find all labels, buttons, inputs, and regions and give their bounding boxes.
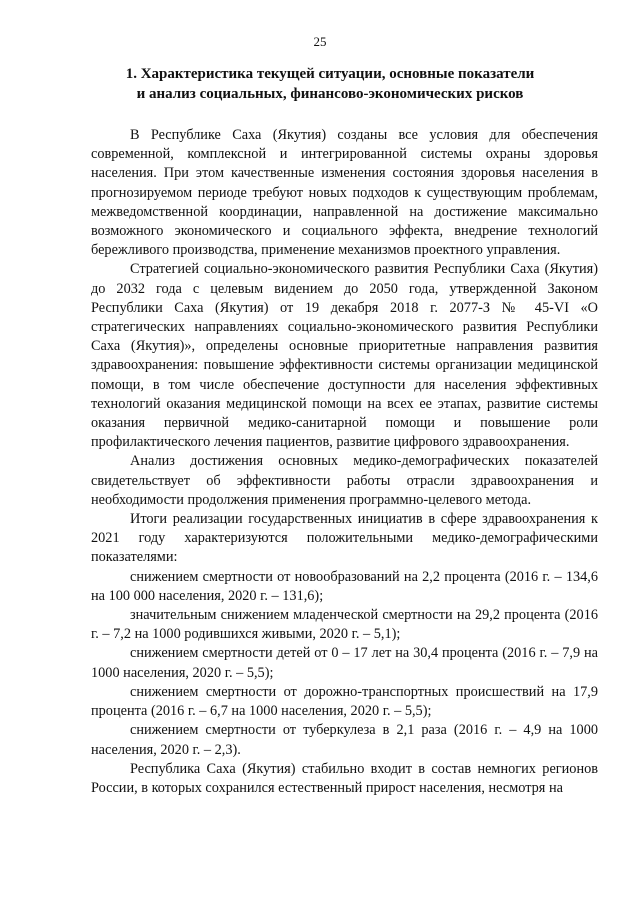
list-item-child-mortality: снижением смертности детей от 0 – 17 лет на 30,4 процента (2016 г. – 7,9 на 1000 населения, 2020 г. – 5,5); [91,645,598,681]
list-item-tuberculosis-mortality: снижением смертности от туберкулеза в 2,1 раза (2016 г. – 4,9 на 1000 населения, 2020 г. – 2,3). [91,722,598,758]
list-item-neoplasm-mortality: снижением смертности от новообразований на 2,2 процента (2016 г. – 134,6 на 100 000 населения, 2020 г. – 131,6); [91,568,598,604]
list-item-road-accident-mortality: снижением смертности от дорожно-транспортных происшествий на 17,9 процента (2016 г. – 6,7 на 1000 населения, 2020 г. – 5,5); [91,683,598,720]
paragraph-results: Итоги реализации государственных инициатив в сфере здравоохранения к 2021 году характеризуются положительными медико-демографическими показателями: [91,511,598,566]
paragraph-analysis: Анализ достижения основных медико-демографических показателей свидетельствует об эффективности работы отрасли здравоохранения и необходимости продолжения применения программно-целевого метода. [91,453,598,508]
page-number: 25 [313,34,327,49]
body-text [91,126,598,798]
section-heading-line-1: 1. Характеристика текущей ситуации, основные показатели [125,66,535,82]
paragraph-strategy: Стратегией социально-экономического развития Республики Саха (Якутия) до 2032 года с целевым видением до 2050 года, утвержденной Законом Республики Саха (Якутия) от 19 декабря 2018 г. 2077-З № 45-VI «О стратегических направлениях социально-экономического развития Республики Саха (Якутия)», определены основные приоритетные направления развития здравоохранения: повышение эффективности системы организации медицинской помощи, в том числе обеспечение доступности для населения эффективных технологий оказания медицинской помощи на всех ее этапах, развитие системы оказания первичной медико-санитарной помощи и повышение роли профилактического лечения пациентов, развитие цифрового здравоохранения. [91,261,598,451]
list-item-infant-mortality: значительным снижением младенческой смертности на 29,2 процента (2016 г. – 7,2 на 1000 родившихся живыми, 2020 г. – 5,1); [91,607,598,643]
paragraph-population-growth: Республика Саха (Якутия) стабильно входит в состав немногих регионов России, в которых сохранился естественный прирост населения, несмотря на [91,760,598,796]
paragraph-intro: В Республике Саха (Якутия) созданы все условия для обеспечения современной, комплексной и интегрированной системы охраны здоровья населения. При этом качественные изменения состояния здоровья населения в прогнозируемом периоде требуют новых подходов к существующим проблемам, межведомственной координации, направленной на достижение максимально возможного экономического и социального эффекта, внедрение технологий бережливого производства, применение механизмов проектного управления. [91,127,598,259]
section-heading-line-2: и анализ социальных, финансово-экономических рисков [136,86,524,102]
section-heading [80,64,580,104]
